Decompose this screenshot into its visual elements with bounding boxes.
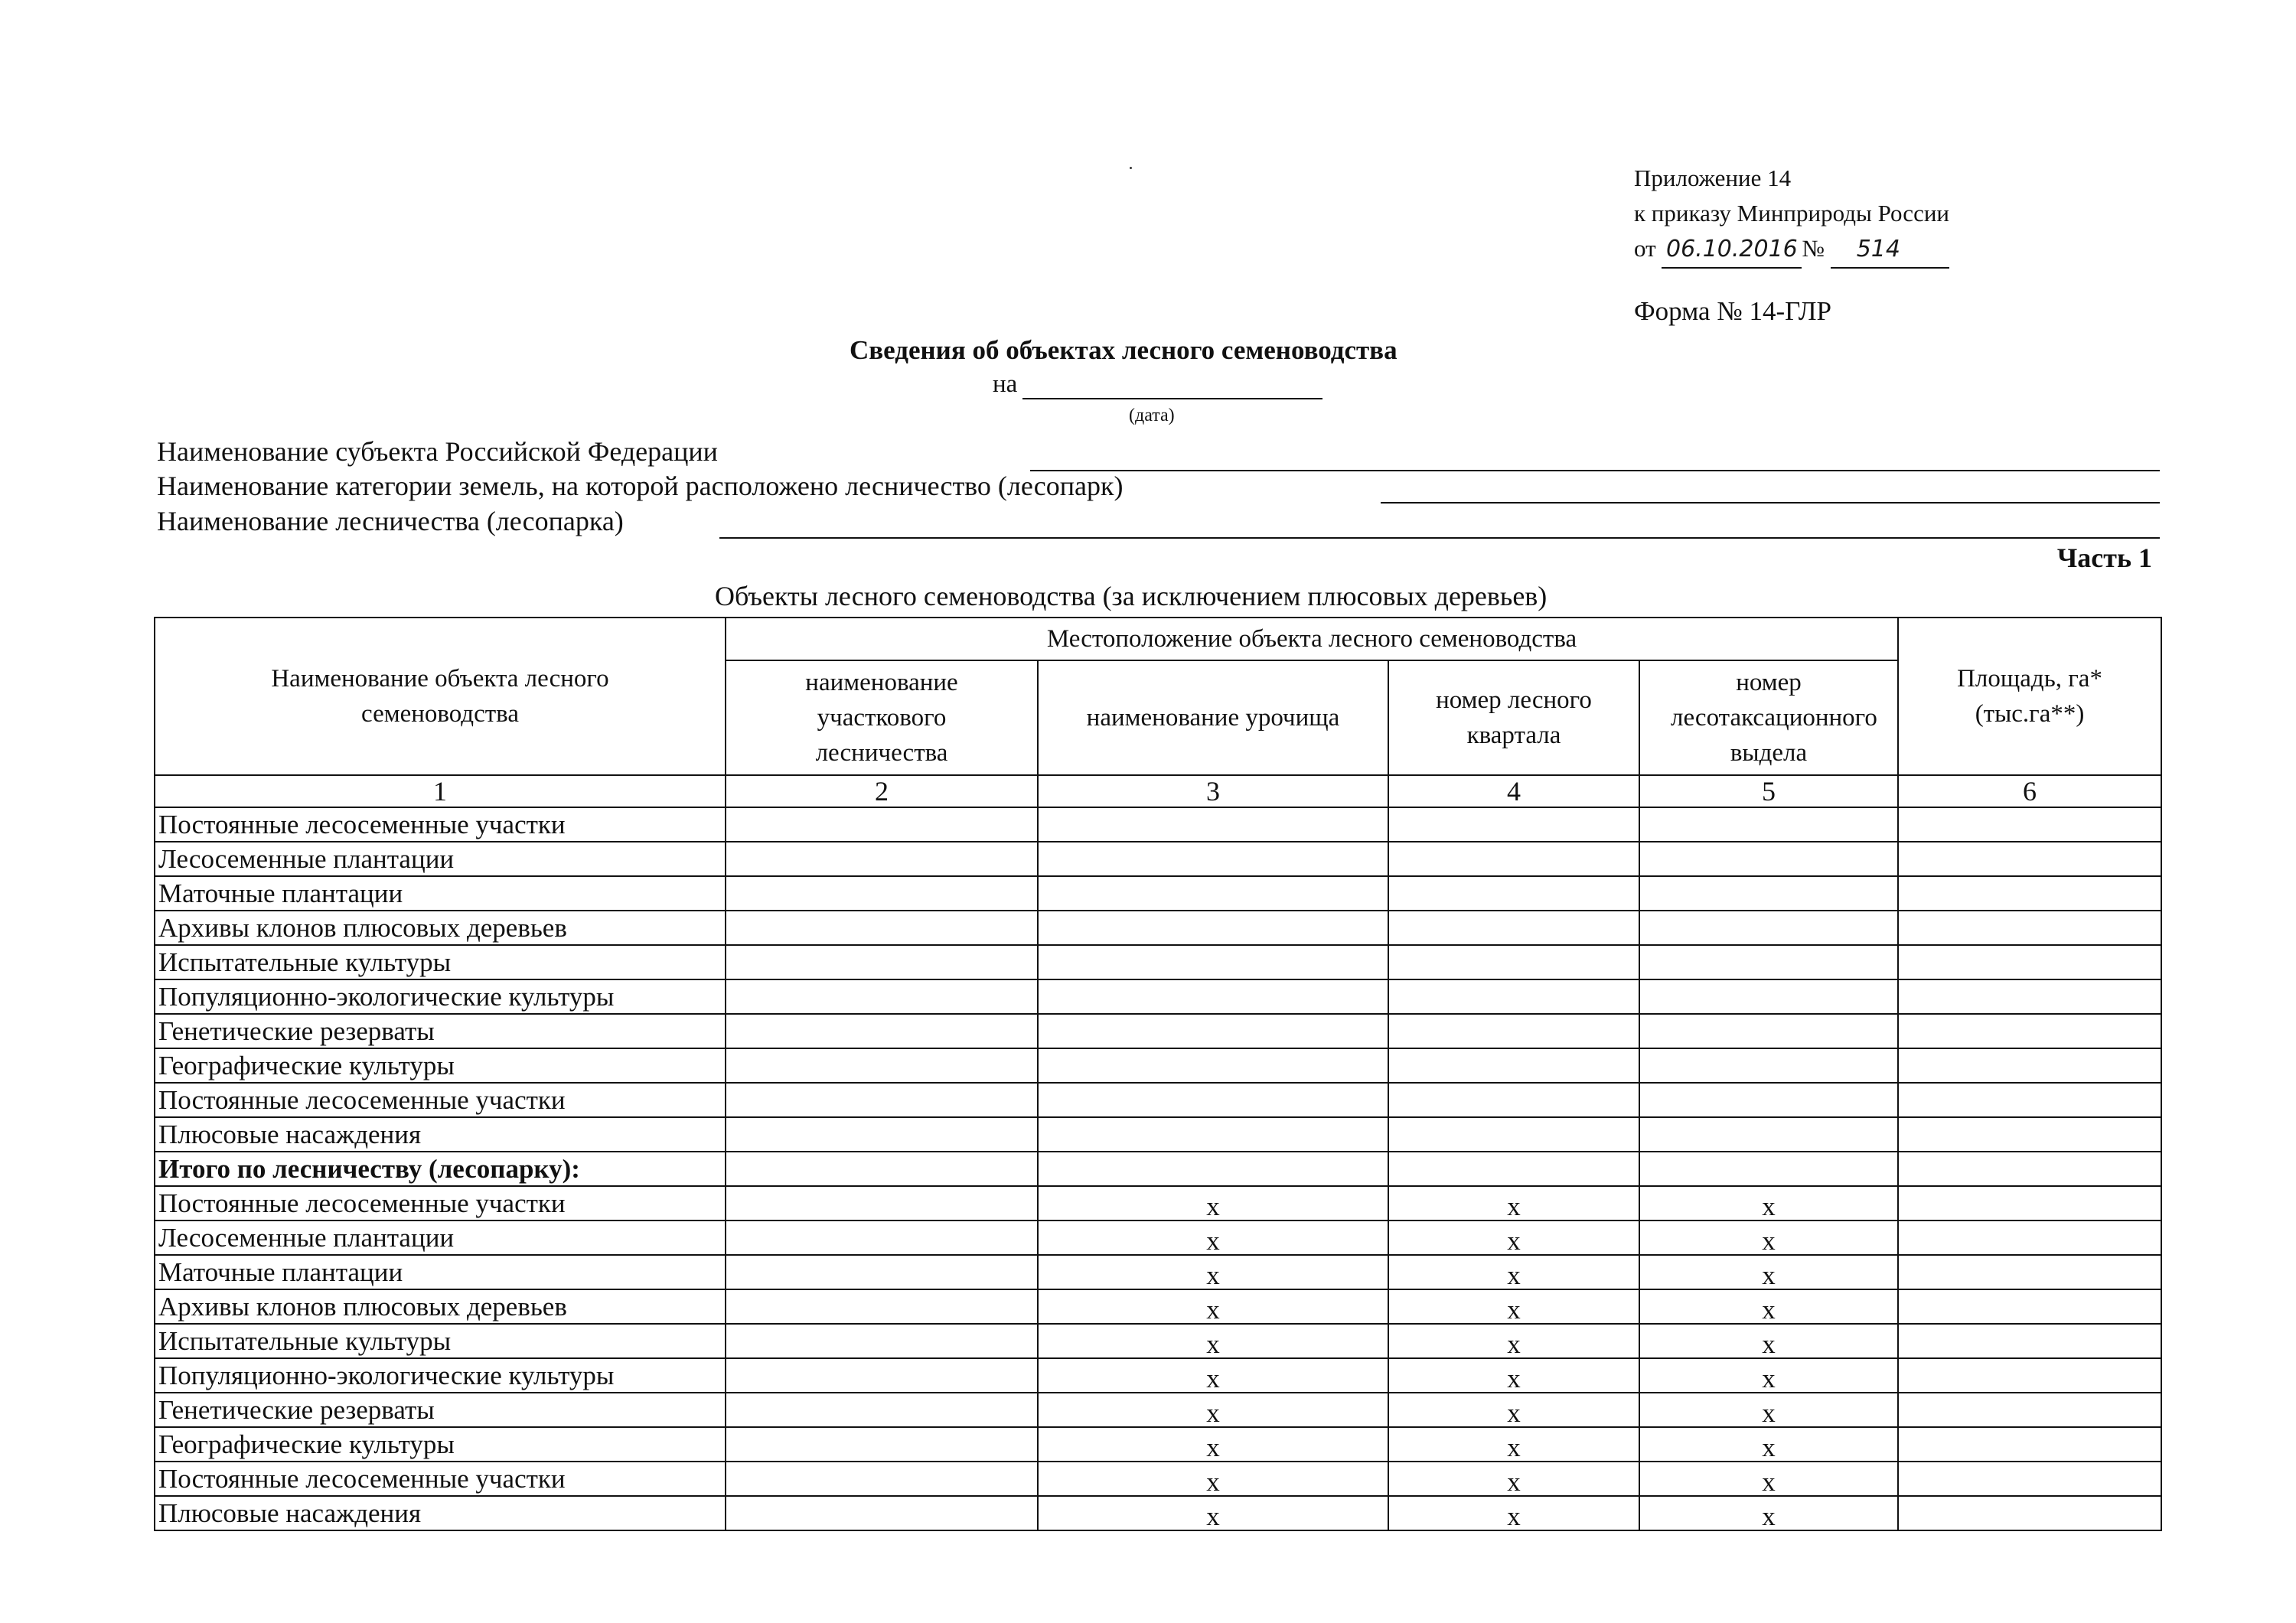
table-row [155,1358,2161,1393]
na-mark: x [1388,1255,1639,1289]
table-cell[interactable] [1898,1083,2161,1117]
row-label: Испытательные культуры [155,945,726,979]
appendix-order-line [1634,231,1949,269]
row-label: Испытательные культуры [155,1324,726,1358]
table-cell[interactable] [1038,979,1388,1014]
row-label: Генетические резерваты [155,1393,726,1427]
table-caption: Объекты лесного семеноводства (за исключением плюсовых деревьев) [715,581,1548,611]
table-cell[interactable] [1038,876,1388,911]
table-cell[interactable] [1898,1393,2161,1427]
table-cell[interactable] [1639,945,1898,979]
table-cell[interactable] [1038,842,1388,876]
na-mark: x [1639,1496,1898,1530]
row-label: Постоянные лесосеменные участки [155,1186,726,1221]
table-row [155,1186,2161,1221]
table-cell[interactable] [726,1186,1038,1221]
document-title: Сведения об объектах лесного семеноводства [850,335,1397,365]
row-label: Архивы клонов плюсовых деревьев [155,1289,726,1324]
table-cell[interactable] [726,842,1038,876]
na-mark: x [1639,1393,1898,1427]
na-mark: x [1038,1186,1388,1221]
table-cell[interactable] [726,1117,1038,1152]
na-mark: x [1038,1221,1388,1255]
header-quarter: номер лесного квартала [1388,660,1639,775]
table-cell[interactable] [1388,1083,1639,1117]
row-label: Лесосеменные плантации [155,842,726,876]
table-cell[interactable] [726,1496,1038,1530]
table-row [155,1014,2161,1048]
table-row [155,1048,2161,1083]
land-category-label: Наименование категории земель, на которой расположено лесничество (лесопарк) [157,471,1124,501]
na-mark: x [1038,1393,1388,1427]
table-cell[interactable] [1388,1117,1639,1152]
row-label: Постоянные лесосеменные участки [155,807,726,842]
table-cell[interactable] [1388,1152,1639,1186]
na-mark: x [1388,1186,1639,1221]
row-label: Популяционно-экологические культуры [155,979,726,1014]
table-row [155,1462,2161,1496]
na-mark: x [1639,1255,1898,1289]
table-cell[interactable] [726,1048,1038,1083]
row-label: Маточные плантации [155,876,726,911]
table-cell[interactable] [1639,911,1898,945]
table-cell[interactable] [1038,1083,1388,1117]
table-cell[interactable] [726,979,1038,1014]
table-cell[interactable] [726,911,1038,945]
column-number: 1 [155,775,726,807]
table-cell[interactable] [1898,1255,2161,1289]
table-cell[interactable] [1038,1014,1388,1048]
table-cell[interactable] [1639,1152,1898,1186]
table-cell[interactable] [1388,911,1639,945]
header-location-group: Местоположение объекта лесного семеноводства [726,618,1898,660]
table-cell[interactable] [726,1289,1038,1324]
table-cell[interactable] [1038,1117,1388,1152]
table-cell[interactable] [726,1393,1038,1427]
table-cell[interactable] [1639,876,1898,911]
table-cell[interactable] [726,1221,1038,1255]
table-cell[interactable] [726,1324,1038,1358]
table-cell[interactable] [1898,1358,2161,1393]
table-cell[interactable] [1639,1048,1898,1083]
row-label: Географические культуры [155,1048,726,1083]
header-tract: наименование урочища [1038,660,1388,775]
date-caption: (дата) [1129,406,1175,425]
forestry-fill-line[interactable] [719,537,2160,539]
column-number: 2 [726,775,1038,807]
table-cell[interactable] [1898,1117,2161,1152]
table-row [155,1496,2161,1530]
table-cell[interactable] [1639,807,1898,842]
table-cell[interactable] [1388,876,1639,911]
na-mark: x [1038,1496,1388,1530]
table-cell[interactable] [1898,1221,2161,1255]
table-cell[interactable] [1639,1083,1898,1117]
na-mark: x [1038,1462,1388,1496]
table-cell[interactable] [726,1255,1038,1289]
table-cell[interactable] [1038,1152,1388,1186]
table-row [155,1255,2161,1289]
na-mark: x [1388,1358,1639,1393]
na-mark: x [1038,1324,1388,1358]
date-fill-line[interactable] [1022,398,1322,399]
na-mark: x [1038,1427,1388,1462]
table-cell[interactable] [1898,1289,2161,1324]
subtotal-row [155,1152,2161,1186]
na-mark: x [1388,1393,1639,1427]
header-row-1 [155,618,2161,660]
table-cell[interactable] [726,876,1038,911]
table-cell[interactable] [1898,876,2161,911]
forestry-label: Наименование лесничества (лесопарка) [157,506,624,536]
column-number: 5 [1639,775,1898,807]
row-label: Плюсовые насаждения [155,1117,726,1152]
na-mark: x [1639,1427,1898,1462]
row-label: Популяционно-экологические культуры [155,1358,726,1393]
na-mark: x [1388,1427,1639,1462]
table-cell[interactable] [1639,842,1898,876]
table-row [155,1083,2161,1117]
table-row [155,1117,2161,1152]
form-number: Форма № 14-ГЛР [1634,296,1831,326]
table-cell[interactable] [1388,1048,1639,1083]
table-cell[interactable] [1898,842,2161,876]
table-cell[interactable] [1388,842,1639,876]
row-label: Постоянные лесосеменные участки [155,1083,726,1117]
table-cell[interactable] [1038,945,1388,979]
table-cell[interactable] [1898,979,2161,1014]
na-mark: x [1388,1324,1639,1358]
table-cell[interactable] [1898,1186,2161,1221]
table-row [155,807,2161,842]
header-area: Площадь, га*(тыс.га**) [1898,618,2161,775]
table-row [155,945,2161,979]
table-cell[interactable] [1898,807,2161,842]
table-cell[interactable] [1639,979,1898,1014]
na-mark: x [1639,1358,1898,1393]
na-mark: x [1388,1221,1639,1255]
table-cell[interactable] [1898,1048,2161,1083]
table-cell[interactable] [1898,1324,2161,1358]
column-number: 4 [1388,775,1639,807]
table-cell[interactable] [1388,979,1639,1014]
header-allotment: номер лесотаксационного выдела [1639,660,1898,775]
appendix-block [1634,161,1949,269]
table-cell[interactable] [1388,807,1639,842]
na-mark: x [1639,1324,1898,1358]
table-cell[interactable] [726,1427,1038,1462]
na-mark: x [1639,1462,1898,1496]
appendix-line-1: Приложение 14 [1634,165,1792,191]
table-cell[interactable] [1639,1117,1898,1152]
number-sign: № [1802,235,1825,262]
na-mark: x [1038,1289,1388,1324]
column-number: 6 [1898,775,2161,807]
appendix-line-2: к приказу Минприроды России [1634,200,1950,227]
appendix-prefix: от [1634,235,1656,262]
table-cell[interactable] [1038,911,1388,945]
table-cell[interactable] [1388,945,1639,979]
header-district-forestry: наименование участкового лесничества [726,660,1038,775]
table-row [155,842,2161,876]
table-row [155,979,2161,1014]
na-mark: x [1639,1289,1898,1324]
land-category-fill-line[interactable] [1381,502,2160,504]
table-cell[interactable] [1898,1014,2161,1048]
table-cell[interactable] [1038,807,1388,842]
table-cell[interactable] [726,1462,1038,1496]
order-number: 514 [1831,232,1949,269]
table-cell[interactable] [726,807,1038,842]
table-cell[interactable] [1639,1014,1898,1048]
order-date: 06.10.2016 [1662,232,1802,269]
table-cell[interactable] [1898,1462,2161,1496]
column-number: 3 [1038,775,1388,807]
table-cell[interactable] [726,1358,1038,1393]
seed-objects-table [154,617,2162,1531]
row-label: Географические культуры [155,1427,726,1462]
subtotal-label: Итого по лесничеству (лесопарку): [155,1152,726,1186]
table-cell[interactable] [726,1083,1038,1117]
na-mark: x [1639,1221,1898,1255]
header-object-name: Наименование объекта лесного семеноводства [155,618,726,775]
table-cell[interactable] [726,945,1038,979]
table-cell[interactable] [1898,1427,2161,1462]
column-number-row [155,775,2161,807]
table-cell[interactable] [726,1152,1038,1186]
part-label: Часть 1 [2056,543,2152,573]
row-label: Постоянные лесосеменные участки [155,1462,726,1496]
table-cell[interactable] [1898,945,2161,979]
subject-fill-line[interactable] [1030,470,2160,471]
table-row [155,1289,2161,1324]
table-row [155,1393,2161,1427]
row-label: Плюсовые насаждения [155,1496,726,1530]
table-cell[interactable] [1388,1014,1639,1048]
table-cell[interactable] [1898,1152,2161,1186]
table-cell[interactable] [1898,1496,2161,1530]
subject-label: Наименование субъекта Российской Федерации [157,436,718,467]
table-row [155,1324,2161,1358]
table-row [155,1427,2161,1462]
na-mark: x [1388,1496,1639,1530]
table-row [155,911,2161,945]
row-label: Маточные плантации [155,1255,726,1289]
table-cell[interactable] [726,1014,1038,1048]
row-label: Архивы клонов плюсовых деревьев [155,911,726,945]
na-mark: x [1038,1255,1388,1289]
na-mark: x [1388,1289,1639,1324]
na-mark: x [1388,1462,1639,1496]
row-label: Лесосеменные плантации [155,1221,726,1255]
na-mark: x [1639,1186,1898,1221]
table-cell[interactable] [1898,911,2161,945]
stray-mark [1130,167,1132,169]
table-cell[interactable] [1038,1048,1388,1083]
table-row [155,876,2161,911]
row-label: Генетические резерваты [155,1014,726,1048]
table-row [155,1221,2161,1255]
date-label: на [993,370,1018,398]
na-mark: x [1038,1358,1388,1393]
